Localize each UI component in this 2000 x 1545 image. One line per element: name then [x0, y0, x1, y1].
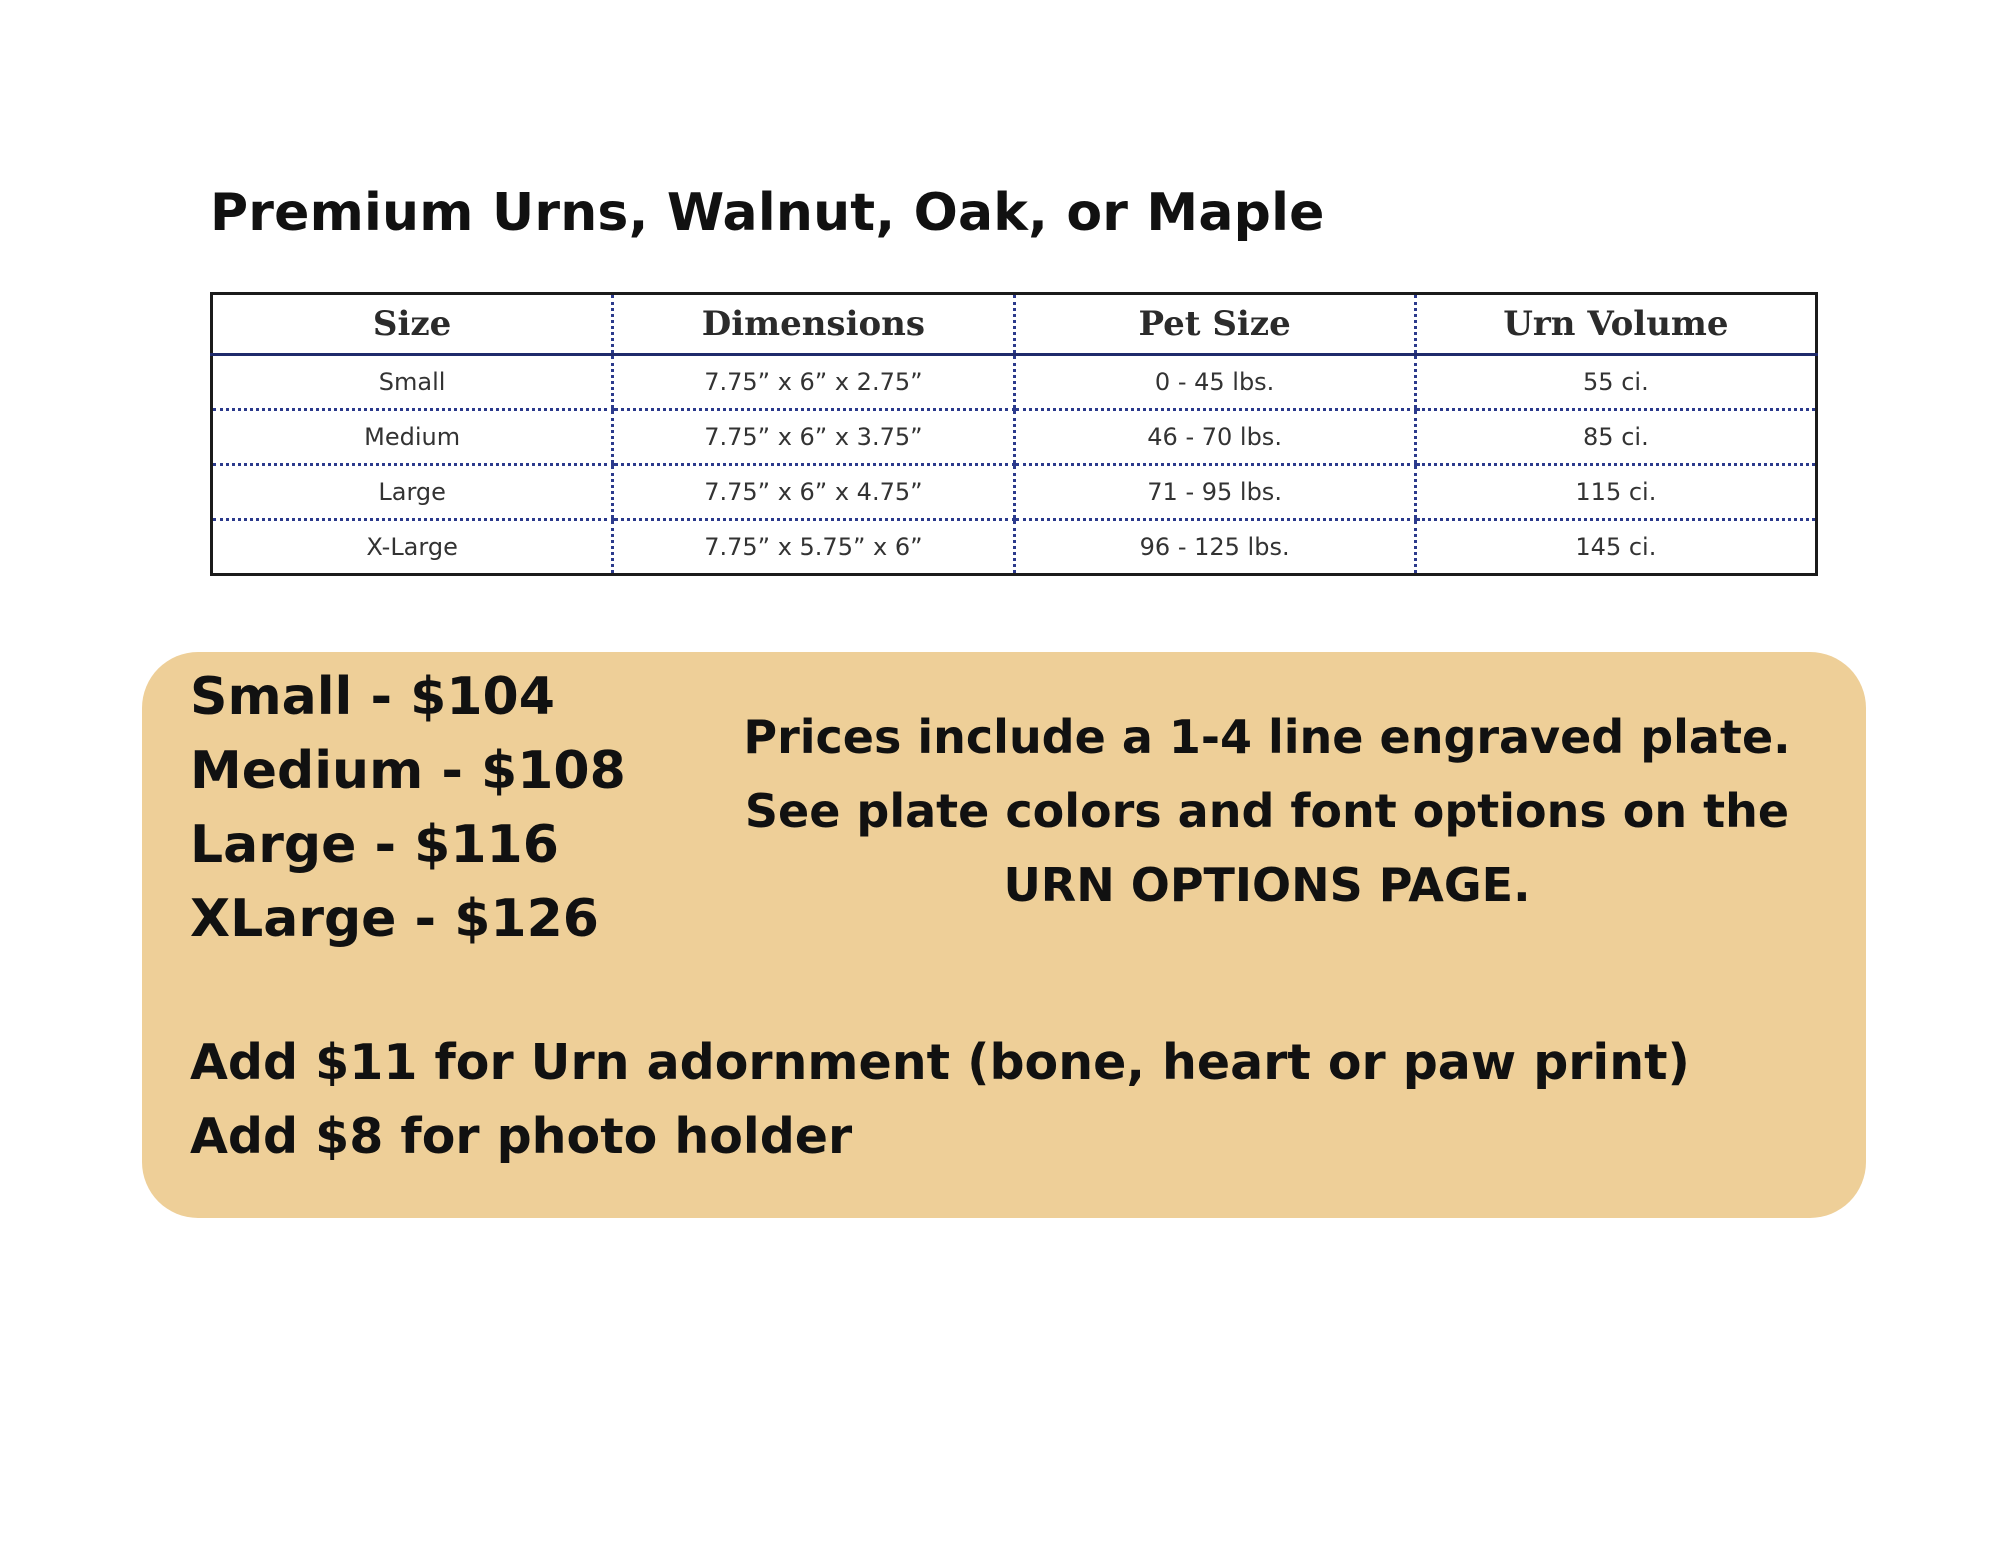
- column-header-urn-volume: Urn Volume: [1415, 294, 1816, 355]
- size-cell: Large: [212, 465, 613, 520]
- price-list: [190, 660, 626, 956]
- pet-size-cell: 96 - 125 lbs.: [1014, 520, 1415, 575]
- table-row: [212, 355, 1817, 410]
- price-info-box: [142, 652, 1866, 1218]
- pet-size-cell: 0 - 45 lbs.: [1014, 355, 1415, 410]
- dimensions-cell: 7.75” x 6” x 4.75”: [613, 465, 1014, 520]
- column-header-pet-size: Pet Size: [1014, 294, 1415, 355]
- pet-size-cell: 46 - 70 lbs.: [1014, 410, 1415, 465]
- urn-volume-cell: 55 ci.: [1415, 355, 1816, 410]
- urn-volume-cell: 145 ci.: [1415, 520, 1816, 575]
- size-cell: Small: [212, 355, 613, 410]
- column-header-dimensions: Dimensions: [613, 294, 1014, 355]
- urn-size-table: [210, 292, 1818, 576]
- addon-list: [190, 1026, 1690, 1174]
- dimensions-cell: 7.75” x 5.75” x 6”: [613, 520, 1014, 575]
- pet-size-cell: 71 - 95 lbs.: [1014, 465, 1415, 520]
- urn-volume-cell: 115 ci.: [1415, 465, 1816, 520]
- price-large: Large - $116: [190, 815, 559, 875]
- size-cell: Medium: [212, 410, 613, 465]
- addon-photo-holder: Add $8 for photo holder: [190, 1108, 853, 1165]
- table-header-row: [212, 294, 1817, 355]
- table-row: [212, 465, 1817, 520]
- price-small: Small - $104: [190, 667, 555, 727]
- price-medium: Medium - $108: [190, 741, 626, 801]
- table-row: [212, 520, 1817, 575]
- dimensions-cell: 7.75” x 6” x 3.75”: [613, 410, 1014, 465]
- urn-volume-cell: 85 ci.: [1415, 410, 1816, 465]
- column-header-size: Size: [212, 294, 613, 355]
- engraving-note: Prices include a 1-4 line engraved plate. See plate colors and font options on the URN OPTIONS PAGE.: [743, 710, 1791, 912]
- size-cell: X-Large: [366, 533, 458, 561]
- price-xlarge: XLarge - $126: [190, 889, 599, 949]
- table-row: [212, 410, 1817, 465]
- addon-adornment: Add $11 for Urn adornment (bone, heart or paw print): [190, 1034, 1690, 1091]
- page-title: Premium Urns, Walnut, Oak, or Maple: [210, 183, 1325, 243]
- dimensions-cell: 7.75” x 6” x 2.75”: [613, 355, 1014, 410]
